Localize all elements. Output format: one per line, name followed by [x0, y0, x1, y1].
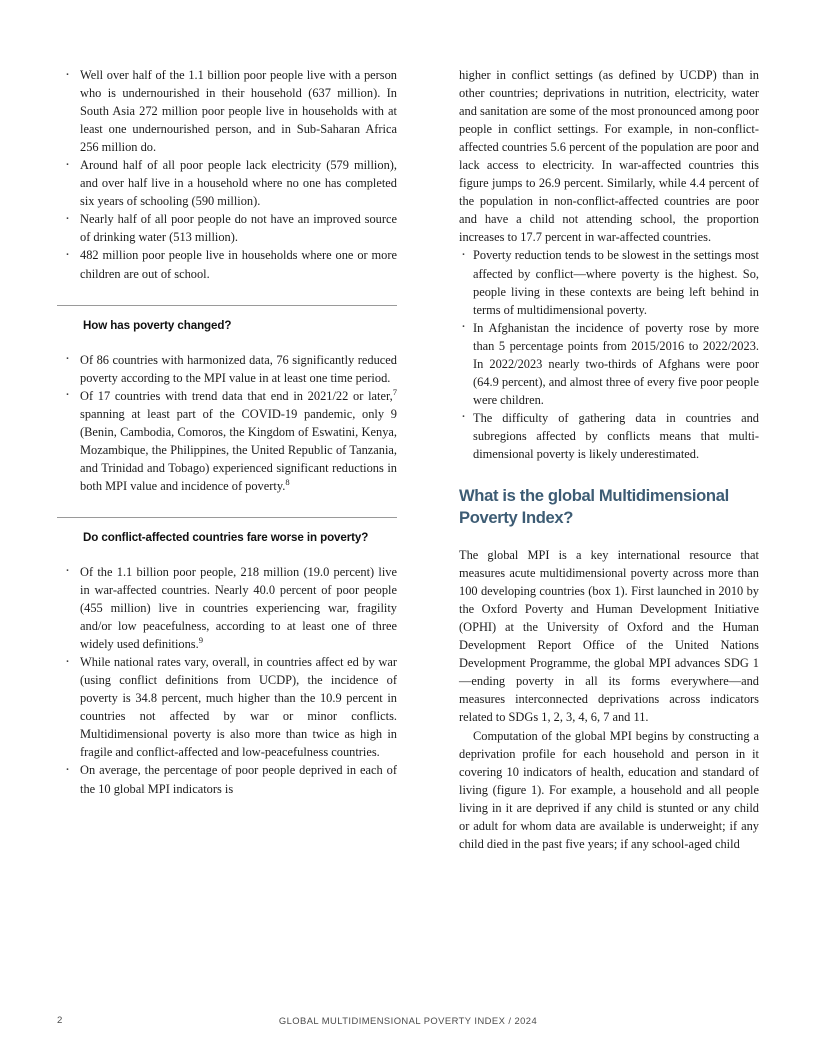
bullet-text: On average, the percentage of poor people deprived in each of the 10 global MPI indicators is — [80, 763, 397, 796]
list-item — [459, 319, 759, 409]
bullet-text: Of 86 countries with harmonized data, 76 significantly reduced poverty according to the MPI value in at least one time period. — [80, 352, 397, 385]
footer-running-title: GLOBAL MULTIDIMENSIONAL POVERTY INDEX / 2024 — [278, 1015, 538, 1026]
left-top-bullet-list — [57, 66, 397, 283]
right-column — [459, 66, 759, 966]
bullet-text: In Afghanistan the incidence of poverty rose by more than 5 percentage points from 2015/2016 to 2022/2023. In 2022/2023 nearly two-thirds of Afghans were poor (64.9 percent), and almost three of every five poor people were children. — [473, 320, 759, 407]
list-item — [57, 210, 397, 246]
body-paragraph-2: Computation of the global MPI begins by constructing a deprivation profile for each household and person in it covering 10 indicators of health, education and standard of living (figure 1). For example, a household and all people living in it are deprived if any child is stunted or any child or adult for whom data are available is underweight; if any child died in the past five years; if any school-aged child — [459, 728, 759, 851]
list-item — [57, 246, 397, 282]
two-column-layout — [57, 66, 759, 966]
section-1-bullet-list — [57, 351, 397, 495]
bullet-text: Around half of all poor people lack electricity (579 million), and over half live in a household where no one has completed six years of schooling (590 million). — [80, 158, 397, 209]
bullet-text: The difficulty of gathering data in countries and subregions affected by conflicts means that multidimensional poverty is likely underestimated. — [473, 410, 759, 461]
bullet-text: Of 17 countries with trend data that end in 2021/22 or later, — [80, 388, 393, 403]
list-item — [459, 246, 759, 318]
section-2-bullet-list — [57, 563, 397, 798]
spacer — [57, 495, 397, 517]
section-heading-conflict-affected-countries: Do conflict-affected countries fare worse in poverty? — [83, 530, 369, 544]
footnote-marker: 8 — [285, 476, 290, 487]
spacer — [57, 333, 397, 351]
left-column — [57, 66, 397, 966]
spacer — [57, 518, 397, 530]
bullet-text: Poverty reduction tends to be slowest in the settings most affected by conflict—where poverty is the highest. So, people living in these contexts are being left behind in terms of multidimensional poverty. — [473, 248, 759, 317]
footer-page-number: 2 — [57, 1015, 63, 1026]
list-item — [57, 351, 397, 387]
spacer — [57, 306, 397, 318]
spacer — [57, 283, 397, 305]
bullet-text: Of the 1.1 billion poor people, 218 million (19.0 percent) live in war-affected countries. Nearly 40.0 percent of poor people (455 million) live in countries experiencing war, fragility and/or low peacefulness, according to at least one of three widely used definitions. — [80, 564, 397, 652]
spacer — [459, 463, 759, 485]
page-title-what-is-global-mpi: What is the global Multidimensional Poverty Index? — [459, 486, 729, 527]
list-item — [57, 156, 397, 210]
spacer — [57, 545, 397, 563]
continuation-paragraph: higher in conflict settings (as defined by UCDP) than in other countries; deprivations in nutrition, electricity, water and sanitation are some of the most pronounced among poor people in conflict settings. For example, in non-conflict-affected countries 5.6 percent of the population are poor and lack access to electricity. In war-affected countries this figure jumps to 26.9 percent. Similarly, while 4.4 percent of the population in non-conflict-affected countries are poor and have a child not attending school, the proportion increases to 17.7 percent in war-affected countries. — [459, 68, 759, 245]
list-item — [57, 66, 397, 156]
list-item — [57, 653, 397, 761]
bullet-text: While national rates vary, overall, in countries affect ed by war (using conflict definitions from UCDP), the incidence of poverty is 34.8 percent, much higher than the 10.9 percent in countries not affected by war or minor conflicts. Multidimensional poverty is also more than twice as high in fragile and conflict-affected and low-peacefulness countries. — [80, 655, 397, 760]
bullet-text: Well over half of the 1.1 billion poor people live with a person who is undernourished in their household (637 million). In South Asia 272 million poor people live in households with at least one undernourished person, and in Sub-Saharan Africa 256 million do. — [80, 68, 397, 155]
list-item — [57, 387, 397, 495]
list-item — [459, 409, 759, 463]
bullet-text-cont: spanning at least part of the COVID-19 pandemic, only 9 (Benin, Cambodia, Comoros, the Kingdom of Eswatini, Kenya, Mozambique, the Philippines, the United Republic of Tanzania, and Trinidad and Tobago) experienced significant reductions in both MPI value and incidence of poverty. — [80, 406, 397, 493]
section-heading-how-has-poverty-changed: How has poverty changed? — [83, 318, 232, 332]
right-bullet-list — [459, 246, 759, 463]
list-item — [57, 761, 397, 797]
footnote-marker: 9 — [198, 635, 204, 645]
page-footer — [57, 1015, 759, 1029]
list-item — [57, 563, 397, 653]
bullet-text: 482 million poor people live in households where one or more children are out of school. — [80, 248, 397, 281]
footnote-marker: 7 — [392, 386, 397, 397]
body-paragraph-1: The global MPI is a key international resource that measures acute multidimensional poverty across more than 100 developing countries (box 1). First launched in 2010 by the Oxford Poverty and Human Development Initiative (OPHI) at the University of Oxford and the Human Development Report Office of the United Nations Development Programme, the global MPI advances SDG 1—ending poverty in all its forms everywhere—and measures interconnected deprivations across indicators related to SDGs 1, 2, 3, 4, 6, 7 and 11. — [459, 548, 759, 725]
bullet-text: Nearly half of all poor people do not have an improved source of drinking water (513 million). — [80, 212, 397, 245]
spacer — [459, 528, 759, 546]
